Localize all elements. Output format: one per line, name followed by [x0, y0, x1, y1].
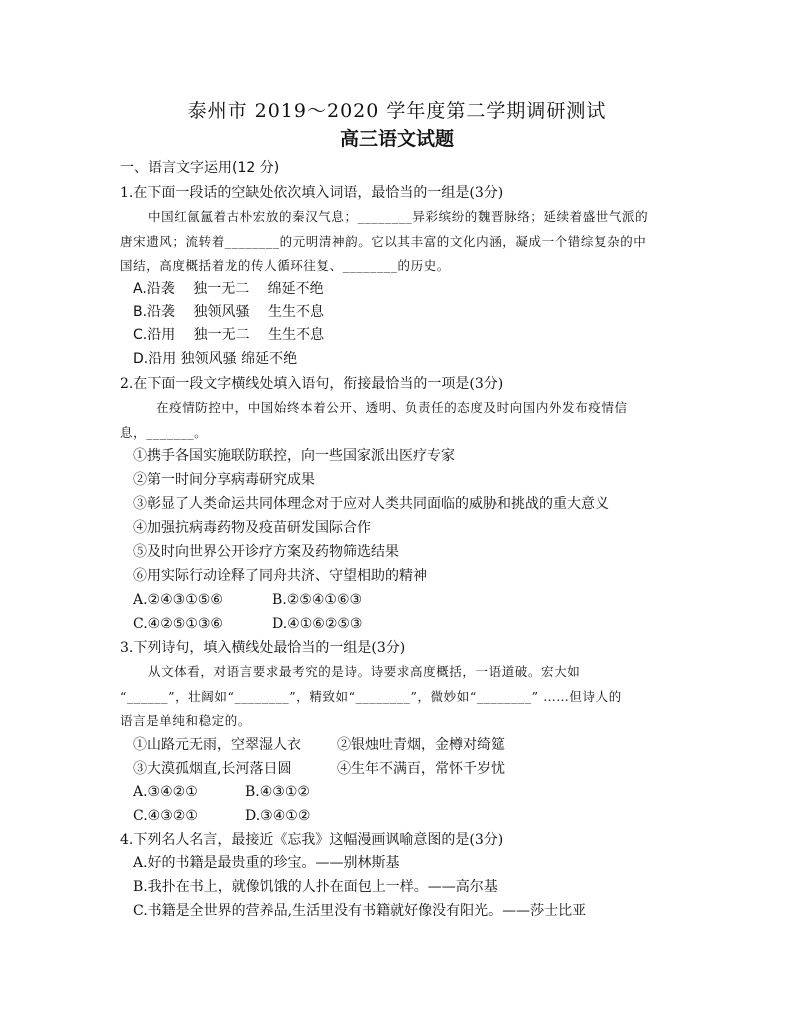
q4-option-a: A.好的书籍是最贵重的珍宝。——别林斯基: [133, 855, 400, 871]
q1-option-b: B.沿袭 独领风骚 生生不息: [133, 304, 324, 320]
q2-item: ③彰显了人类命运共同体理念对于应对人类共同面临的威胁和挑战的重大意义: [133, 496, 609, 512]
q1-passage-line: 中国红氤氲着古朴宏放的秦汉气息；________异彩缤纷的魏晋脉络；延续着盛世气派的: [148, 209, 649, 224]
q2-option-b: B.②⑤④①⑥③: [272, 592, 363, 608]
q1-passage-line: 国结，高度概括着龙的传人循环往复、________的历史。: [120, 258, 450, 273]
q2-item: ⑥用实际行动诠释了同舟共济、守望相助的精神: [133, 568, 427, 584]
q2-passage-line: 息，_______。: [120, 425, 208, 440]
q4-option-c: C.书籍是全世界的营养品,生活里没有书籍就好像没有阳光。——莎士比亚: [133, 903, 587, 919]
q1-option-c: C.沿用 独一无二 生生不息: [133, 327, 325, 343]
q3-item: ②银烛吐青烟，金樽对绮筵: [337, 737, 505, 753]
q3-passage-line: 语言是单纯和稳定的。: [120, 713, 252, 728]
exam-subtitle: 高三语文试题: [339, 128, 454, 150]
q2-item: ④加强抗病毒药物及疫苗研发国际合作: [133, 520, 371, 536]
q3-item: ③大漠孤烟直,长河落日圆: [133, 761, 292, 777]
q4-stem: 4.下列名人名言，最接近《忘我》这幅漫画讽喻意图的是(3分): [120, 832, 504, 848]
q2-stem: 2.在下面一段文字横线处填入语句，衔接最恰当的一项是(3分): [120, 376, 504, 392]
section-heading: 一、语言文字运用(12 分): [120, 160, 280, 176]
q3-item: ①山路元无雨，空翠湿人衣: [133, 737, 301, 753]
q3-item: ④生年不满百，常怀千岁忧: [337, 761, 505, 777]
q2-item: ②第一时间分享病毒研究成果: [133, 472, 315, 488]
q1-passage-line: 唐宋遗风；流转着________的元明清神韵。它以其丰富的文化内涵，凝成一个错综复杂的中: [120, 234, 647, 249]
q2-item: ①携手各国实施联防联控，向一些国家派出医疗专家: [133, 448, 455, 464]
q2-option-d: D.④①⑥②⑤③: [272, 616, 363, 632]
q2-option-a: A.②④③①⑤⑥: [133, 592, 223, 608]
q3-option-d: D.③④①②: [245, 808, 311, 824]
q4-option-b: B.我扑在书上，就像饥饿的人扑在面包上一样。——高尔基: [133, 879, 498, 895]
q2-item: ⑤及时向世界公开诊疗方案及药物筛选结果: [133, 544, 399, 560]
q1-option-d: D.沿用 独领风骚 绵延不绝: [133, 351, 298, 367]
q1-option-a: A.沿袭 独一无二 绵延不绝: [133, 281, 324, 297]
q2-option-c: C.④②⑤①③⑥: [133, 616, 223, 632]
exam-title: 泰州市 2019～2020 学年度第二学期调研测试: [187, 100, 607, 122]
q3-passage-line: 从文体看，对语言要求最考究的是诗。诗要求高度概括，一语道破。宏大如: [148, 664, 581, 679]
q3-passage-line: “______”，壮阔如“________”，精致如“________”，微妙如“________” ……但诗人的: [120, 689, 622, 704]
q1-stem: 1.在下面一段话的空缺处依次填入词语，最恰当的一组是(3分): [120, 185, 504, 201]
q2-passage-line: 在疫情防控中，中国始终本着公开、透明、负责任的态度及时向国内外发布疫情信: [156, 400, 628, 415]
q3-option-a: A.③④②①: [133, 784, 198, 800]
q3-option-b: B.④③①②: [245, 784, 310, 800]
q3-stem: 3.下列诗句，填入横线处最恰当的一组是(3分): [120, 640, 406, 656]
q3-option-c: C.④③②①: [133, 808, 198, 824]
